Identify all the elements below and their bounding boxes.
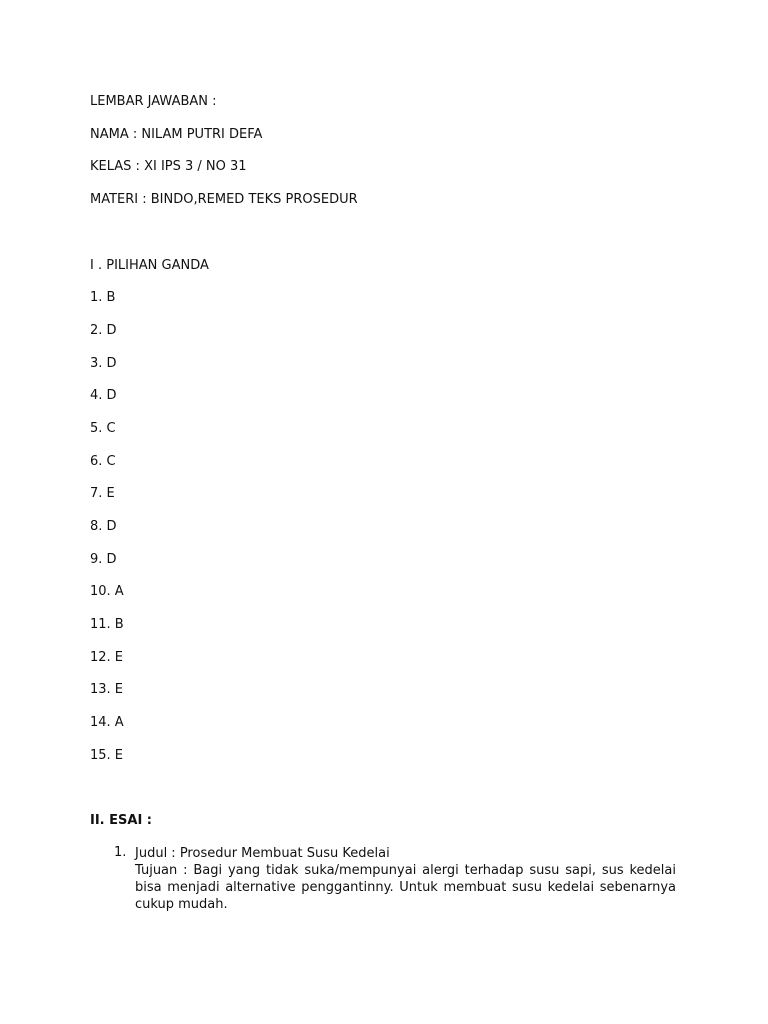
answer-item: 9. D: [90, 552, 117, 567]
answer-item: 6. C: [90, 454, 116, 469]
answer-item: 2. D: [90, 323, 117, 338]
document-title: LEMBAR JAWABAN :: [90, 94, 217, 109]
subject-material: MATERI : BINDO,REMED TEKS PROSEDUR: [90, 192, 358, 207]
essay-item-body: [135, 845, 676, 913]
answer-item: 10. A: [90, 584, 124, 599]
essay-item-number: 1.: [114, 845, 127, 860]
essay-item-tujuan: Tujuan : Bagi yang tidak suka/mempunyai alergi terhadap susu sapi, sus kedelai bisa menjadi alternative penggantinny. Untuk membuat susu kedelai sebenarnya cukup mudah.: [135, 863, 676, 912]
answer-item: 3. D: [90, 356, 117, 371]
answer-item: 12. E: [90, 650, 124, 665]
section-essay-title: II. ESAI :: [90, 813, 153, 828]
answer-item: 1. B: [90, 290, 116, 305]
student-name: NAMA : NILAM PUTRI DEFA: [90, 127, 263, 142]
answer-item: 13. E: [90, 682, 124, 697]
student-class: KELAS : XI IPS 3 / NO 31: [90, 159, 247, 174]
answer-item: 14. A: [90, 715, 124, 730]
answer-item: 15. E: [90, 748, 124, 763]
section-multiple-choice-title: I . PILIHAN GANDA: [90, 258, 209, 273]
essay-item-judul: Judul : Prosedur Membuat Susu Kedelai: [135, 846, 390, 861]
answer-item: 8. D: [90, 519, 117, 534]
answer-item: 7. E: [90, 486, 115, 501]
answer-item: 5. C: [90, 421, 116, 436]
answer-item: 11. B: [90, 617, 124, 632]
answer-item: 4. D: [90, 388, 117, 403]
